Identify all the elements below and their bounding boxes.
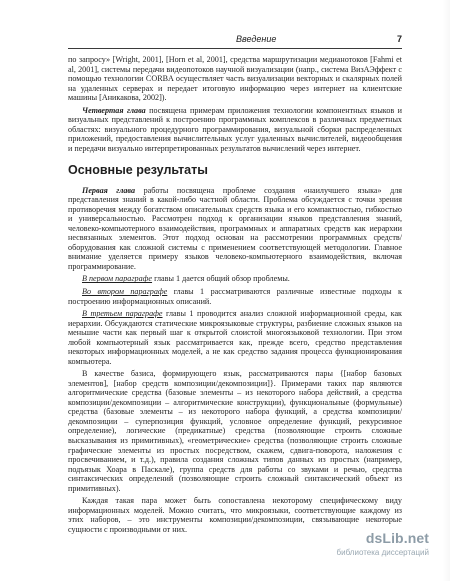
basis-text: В качестве базиса, формирующего язык, рассматриваются пары {[набор базовых элементов], [набор средств композиции/декомпозиции]}. Примерами таких пар являются алгоритмические средства (базовые элементы – из некоторого набора действий, а средства композиции/декомпозиции – алгоритмические конструкции), функциональные (формульные) средства (базовые элементы – из некоторого набора функций, а средства композиции/декомпозиции – суперпозиция функций, условное определение функций, рекурсивное определение), логические (предикатные) средства (позволяющие строить сложные высказывания из примитивных), «геометрические» средства (позволяющие строить сложные графические элементы из простых посредством, скажем, сдвига-поворота, наложения с просвечиванием, и т.д.), правила создания сложных типов данных из простых (например, подъязык Хоара в Паскале), группа средств для работы со звуками и речью, средства синтаксических определений (позволяющие строить сложный синтаксический объект из примитивных).	[68, 369, 402, 493]
page-edge-shadow	[442, 0, 450, 581]
first-chapter-paragraph	[68, 186, 402, 272]
intro-continuation-text: по запросу» [Wright, 2001], [Horn et al, 2001], средства маршрутизации медианотоков [Fahmi et al, 2001], системы передачи видеопотоков научной визуализации (напр., система ВизАЭффект с помощью технологии CORBA осуществляет часть визуализации векторных и скалярных полей на удаленных серверах и передает итоговую информацию через интернет на клиентские машины [Аникакова, 2002]).	[68, 55, 402, 103]
fourth-chapter-text: посвящена примерам приложения технологии компонентных языков и визуальных представлений к построению программных комплексов в различных предметных областях: визуального процедурного программирования, визуальной сборки распределенных приложений, предоставления вычислительных услуг удаленных вычислителей, видеообщения и передачи визуально интерпретированных результатов вычислений через интернет.	[68, 105, 402, 153]
closing-paragraph	[68, 496, 402, 534]
first-chapter-label: Первая глава	[82, 185, 136, 195]
fourth-chapter-paragraph	[68, 106, 402, 154]
chapter-title: Введение	[236, 34, 277, 44]
page-number: 7	[396, 34, 402, 44]
first-paragraph-text: главы 1 дается общий обзор проблемы.	[152, 274, 290, 284]
fourth-chapter-label: Четвертая глава	[82, 105, 146, 115]
intro-continuation-paragraph	[68, 55, 402, 103]
first-paragraph-description	[68, 274, 402, 284]
watermark-subtitle: библиотека диссертаций	[336, 548, 429, 558]
site-watermark	[309, 531, 429, 571]
second-paragraph-text: главы 1 рассматриваются различные известные подходы к построению информационных описаний.	[68, 287, 402, 306]
page-content	[68, 55, 403, 534]
first-chapter-text: работы посвящена проблеме создания «наилучшего языка» для представления знаний в какой-либо частной области. Проблема обсуждается с точки зрения противоречия между богатством описательных средств языка и его компактностью, гибкостью и универсальностью. Рассмотрен подход к организации языков представления знаний, человеко-компьютерного взаимодействия, программных и аппаратных средств как иерархии несвязанных элементов. Этот подход основан на рассмотрении программных средств/оборудования как сложной системы с применением соответствующей методологии. Главное внимание уделяется примеру языков человеко-компьютерного взаимодействия, включая программирование.	[68, 185, 403, 271]
third-paragraph-label: В третьем параграфе	[82, 309, 163, 319]
section-title: Основные результаты	[68, 163, 208, 178]
page-header	[68, 32, 402, 49]
third-paragraph-description	[68, 309, 402, 366]
third-paragraph-text: главы 1 проводится анализ сложной информационной среды, как иерархии. Обсуждаются статические микроязыковые структуры, разбиение сложных языков на меньшие части как первый шаг к открытой слоистой многоязыковой технологии. При этом любой компьютерный язык рассматривается как, прежде всего, средство представления некоторых информационных моделей, а не как средство задания процесса функционирования компьютера.	[68, 309, 403, 366]
closing-text: Каждая такая пара может быть сопоставлена некоторому специфическому виду информационных моделей. Можно считать, что микроязыки, соответствующие каждому из этих наборов, – это инструменты композиции/декомпозиции, связывающие некоторые сущности с производными от них.	[68, 496, 402, 534]
second-paragraph-label: Во втором параграфе	[82, 287, 168, 296]
second-paragraph-description	[68, 287, 402, 306]
watermark-brand: dsLib.net	[365, 530, 429, 546]
basis-paragraph	[68, 369, 402, 493]
first-paragraph-label: В первом параграфе	[82, 274, 153, 284]
